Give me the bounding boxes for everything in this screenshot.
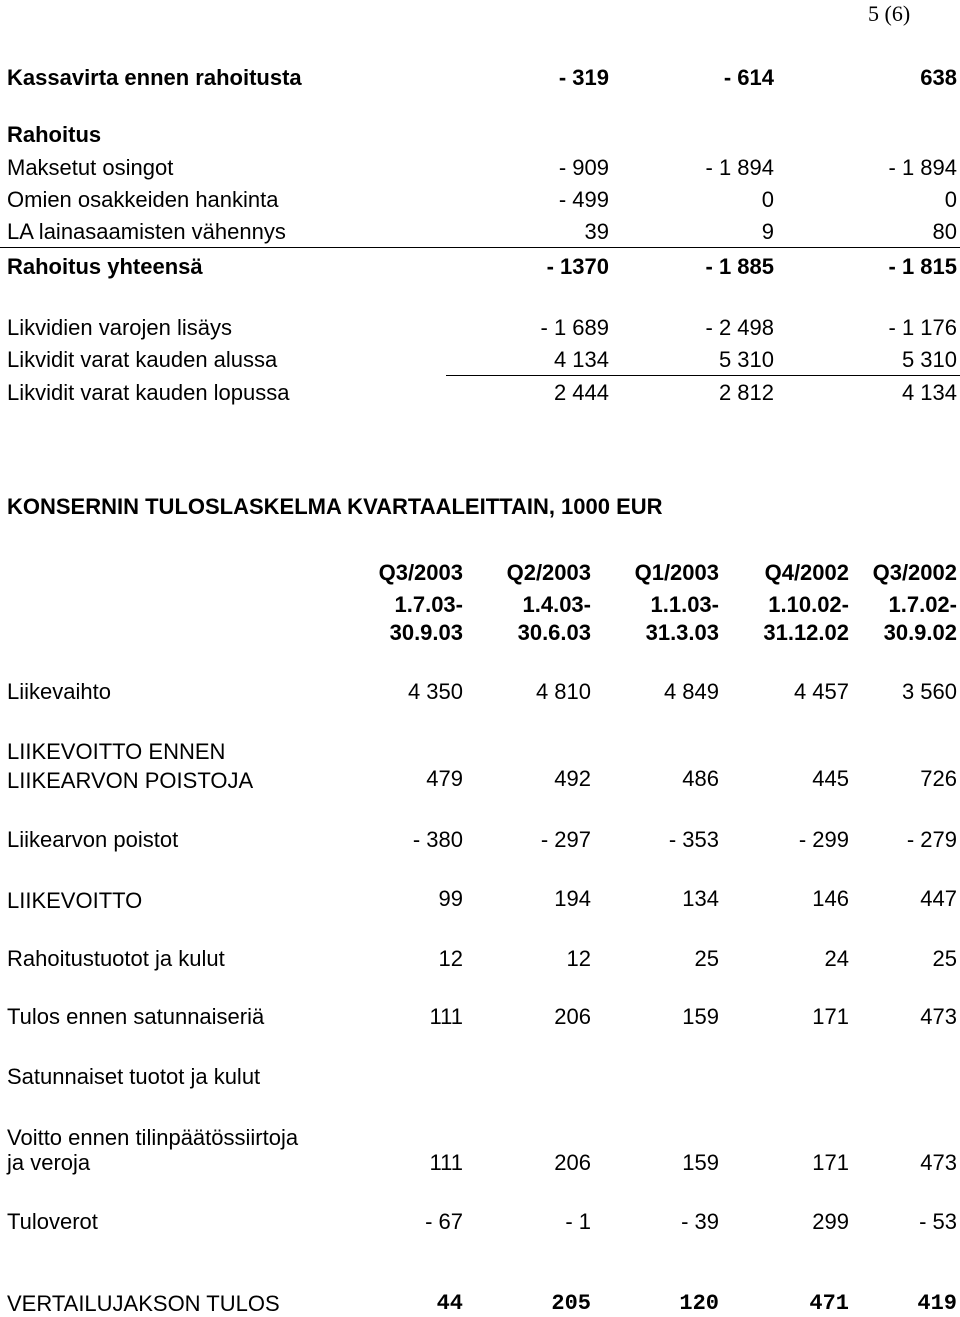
value-cell: 205 — [551, 1291, 591, 1316]
value-cell: - 53 — [919, 1209, 957, 1234]
value-cell: 159 — [682, 1150, 719, 1175]
quarter-label: Q3/2002 — [872, 560, 957, 585]
value-cell: - 67 — [425, 1209, 463, 1234]
row-label: Omien osakkeiden hankinta — [7, 187, 279, 212]
row-label: Liikearvon poistot — [7, 827, 179, 852]
value-cell: 638 — [920, 65, 957, 90]
value-cell: 0 — [944, 187, 957, 212]
period-start: 1.1.03- — [650, 592, 719, 617]
row-label: VERTAILUJAKSON TULOS — [7, 1291, 280, 1316]
value-cell: - 279 — [906, 827, 957, 852]
value-cell: - 353 — [668, 827, 719, 852]
value-cell: 5 310 — [718, 347, 774, 372]
value-cell: 111 — [429, 1150, 463, 1175]
value-cell: 4 350 — [407, 679, 463, 704]
value-cell: 120 — [679, 1291, 719, 1316]
period-end: 31.12.02 — [763, 620, 849, 645]
row-label: ja veroja — [7, 1150, 91, 1175]
value-cell: 473 — [920, 1150, 957, 1175]
value-cell: - 297 — [540, 827, 591, 852]
value-cell: 12 — [438, 946, 463, 971]
value-cell: 194 — [554, 886, 591, 911]
row-label: LIIKEVOITTO ENNEN — [7, 739, 226, 764]
value-cell: 25 — [932, 946, 957, 971]
divider — [446, 375, 960, 376]
row-label: LA lainasaamisten vähennys — [7, 219, 286, 244]
value-cell: - 299 — [798, 827, 849, 852]
row-label: Likvidit varat kauden lopussa — [7, 380, 290, 405]
value-cell: 2 812 — [718, 380, 774, 405]
value-cell: - 614 — [723, 65, 774, 90]
row-label: Voitto ennen tilinpäätössiirtoja — [7, 1125, 299, 1150]
value-cell: 146 — [812, 886, 849, 911]
value-cell: 2 444 — [553, 380, 609, 405]
value-cell: - 380 — [412, 827, 463, 852]
row-label: Maksetut osingot — [7, 155, 174, 180]
value-cell: 9 — [761, 219, 774, 244]
period-end: 30.9.03 — [389, 620, 463, 645]
value-cell: 4 849 — [663, 679, 719, 704]
value-cell: 0 — [761, 187, 774, 212]
row-label: Tulos ennen satunnaiseriä — [7, 1004, 265, 1029]
value-cell: 12 — [566, 946, 591, 971]
value-cell: - 1 — [565, 1209, 591, 1234]
value-cell: 419 — [917, 1291, 957, 1316]
row-label: Liikevaihto — [7, 679, 111, 704]
period-start: 1.7.02- — [888, 592, 957, 617]
row-label: Likvidien varojen lisäys — [7, 315, 232, 340]
value-cell: 206 — [554, 1150, 591, 1175]
period-start: 1.7.03- — [394, 592, 463, 617]
value-cell: 445 — [812, 766, 849, 791]
value-cell: 473 — [920, 1004, 957, 1029]
value-cell: 3 560 — [901, 679, 957, 704]
row-label: Rahoitustuotot ja kulut — [7, 946, 225, 971]
value-cell: 4 134 — [901, 380, 957, 405]
value-cell: - 499 — [558, 187, 609, 212]
quarter-label: Q2/2003 — [506, 560, 591, 585]
value-cell: 4 134 — [553, 347, 609, 372]
period-start: 1.10.02- — [768, 592, 849, 617]
row-label: LIIKEARVON POISTOJA — [7, 768, 254, 793]
period-start: 1.4.03- — [522, 592, 591, 617]
page-number: 5 (6) — [868, 1, 911, 26]
value-cell: 99 — [438, 886, 463, 911]
value-cell: 111 — [429, 1004, 463, 1029]
value-cell: 486 — [682, 766, 719, 791]
value-cell: 24 — [824, 946, 849, 971]
value-cell: 80 — [932, 219, 957, 244]
value-cell: - 319 — [558, 65, 609, 90]
value-cell: 4 457 — [793, 679, 849, 704]
value-cell: - 39 — [681, 1209, 719, 1234]
value-cell: 471 — [809, 1291, 849, 1316]
value-cell: - 1 176 — [888, 315, 957, 340]
quarter-label: Q1/2003 — [634, 560, 719, 585]
value-cell: 44 — [436, 1291, 463, 1316]
period-end: 30.6.03 — [517, 620, 591, 645]
value-cell: 171 — [812, 1150, 849, 1175]
row-label: Rahoitus yhteensä — [7, 254, 203, 279]
value-cell: - 2 498 — [705, 315, 774, 340]
value-cell: - 1 894 — [705, 155, 774, 180]
value-cell: 159 — [682, 1004, 719, 1029]
section-title: KONSERNIN TULOSLASKELMA KVARTAALEITTAIN, 1000 EUR — [7, 494, 663, 519]
value-cell: 5 310 — [901, 347, 957, 372]
value-cell: - 1 689 — [540, 315, 609, 340]
value-cell: 206 — [554, 1004, 591, 1029]
value-cell: - 1 885 — [705, 254, 774, 279]
value-cell: 134 — [682, 886, 719, 911]
quarter-label: Q4/2002 — [764, 560, 849, 585]
row-label: Kassavirta ennen rahoitusta — [7, 65, 302, 90]
value-cell: 4 810 — [535, 679, 591, 704]
value-cell: - 1 815 — [888, 254, 957, 279]
row-label: Tuloverot — [7, 1209, 98, 1234]
value-cell: - 909 — [558, 155, 609, 180]
value-cell: 479 — [426, 766, 463, 791]
value-cell: 726 — [920, 766, 957, 791]
value-cell: 447 — [920, 886, 957, 911]
divider — [0, 247, 960, 248]
value-cell: 171 — [812, 1004, 849, 1029]
row-label: LIIKEVOITTO — [7, 888, 143, 913]
value-cell: 492 — [554, 766, 591, 791]
period-end: 30.9.02 — [883, 620, 957, 645]
value-cell: 39 — [584, 219, 609, 244]
value-cell: 299 — [812, 1209, 849, 1234]
value-cell: - 1370 — [546, 254, 609, 279]
quarter-label: Q3/2003 — [378, 560, 463, 585]
value-cell: 25 — [694, 946, 719, 971]
value-cell: - 1 894 — [888, 155, 957, 180]
period-end: 31.3.03 — [645, 620, 719, 645]
rahoitus-heading: Rahoitus — [7, 122, 102, 147]
row-label: Likvidit varat kauden alussa — [7, 347, 278, 372]
row-label: Satunnaiset tuotot ja kulut — [7, 1064, 261, 1089]
